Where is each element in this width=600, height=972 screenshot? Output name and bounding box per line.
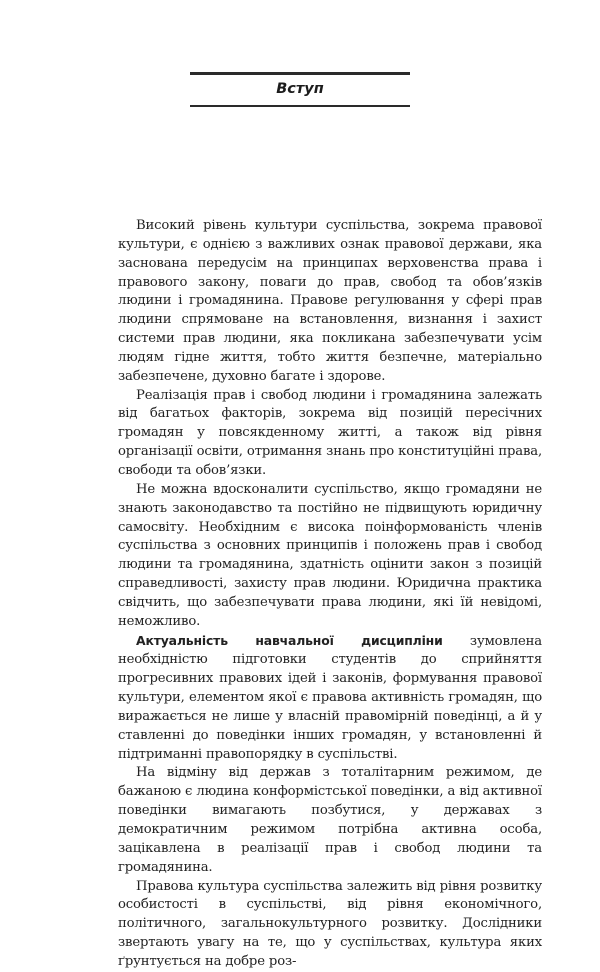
page-title: Вступ <box>276 81 324 97</box>
title-bottom-rule <box>190 105 410 107</box>
paragraph-2: Реалізація прав і свобод людини і громадянина залежать від багатьох факторів, зокрема від позицій пересічних громадян у повсякденному житті, а також від рівня організації освіти, отримання знань про конституційні права, свободи та обов’язки. <box>118 387 542 478</box>
paragraph-4-lead: Актуальність навчальної дисципліни <box>136 632 443 648</box>
paragraph-4-text: зумовлена необхідністю підготовки студентів до сприйняття прогресивних правових ідей і законів, формування правової культури, елементом якої є правова активність громадян, що виражається не лише у власній правомірній поведінці, а й у ставленні до поведінки інших громадян, у встановленні й підтриманні правопорядку в суспільстві. <box>118 633 542 762</box>
body-text <box>118 217 542 972</box>
paragraph-6: Правова культура суспільства залежить від рівня розвитку особистості в суспільстві, від рівня економічного, політичного, загальнокультурного розвитку. Дослідники звертають увагу на те, що у суспільствах, культура яких ґрунтується на добре роз- <box>118 878 542 969</box>
title-top-rule <box>190 72 410 75</box>
paragraph-3: Не можна вдосконалити суспільство, якщо громадяни не знають законодавство та постійно не підвищують юридичну самосвіту. Необхідним є висока поінформованість членів суспільства з основних принципів і положень прав і свобод людини та громадянина, здатність оцінити закон з позицій справедливості, захисту прав людини. Юридична практика свідчить, що забезпечувати права людини, які їй невідомі, неможливо. <box>118 481 542 629</box>
paragraph-5: На відміну від держав з тоталітарним режимом, де бажаною є людина конформістської поведінки, а від активної поведінки вимагають позбутися, у державах з демократичним режимом потрібна активна особа, зацікавлена в реалізації прав і свобод людини та громадянина. <box>118 765 542 875</box>
paragraph-4 <box>118 632 542 765</box>
paragraph-1: Високий рівень культури суспільства, зокрема правової культури, є однією з важливих ознак правової держави, яка заснована передусім на принципах верховенства права і правового закону, поваги до прав, свобод та обов’язків людини і громадянина. Правове регулювання у сфері прав людини спрямоване на встановлення, визнання і захист системи прав людини, яка покликана забезпечувати усім людям гідне життя, тобто життя безпечне, матеріально забезпечене, духовно багате і здорове. <box>118 218 542 384</box>
